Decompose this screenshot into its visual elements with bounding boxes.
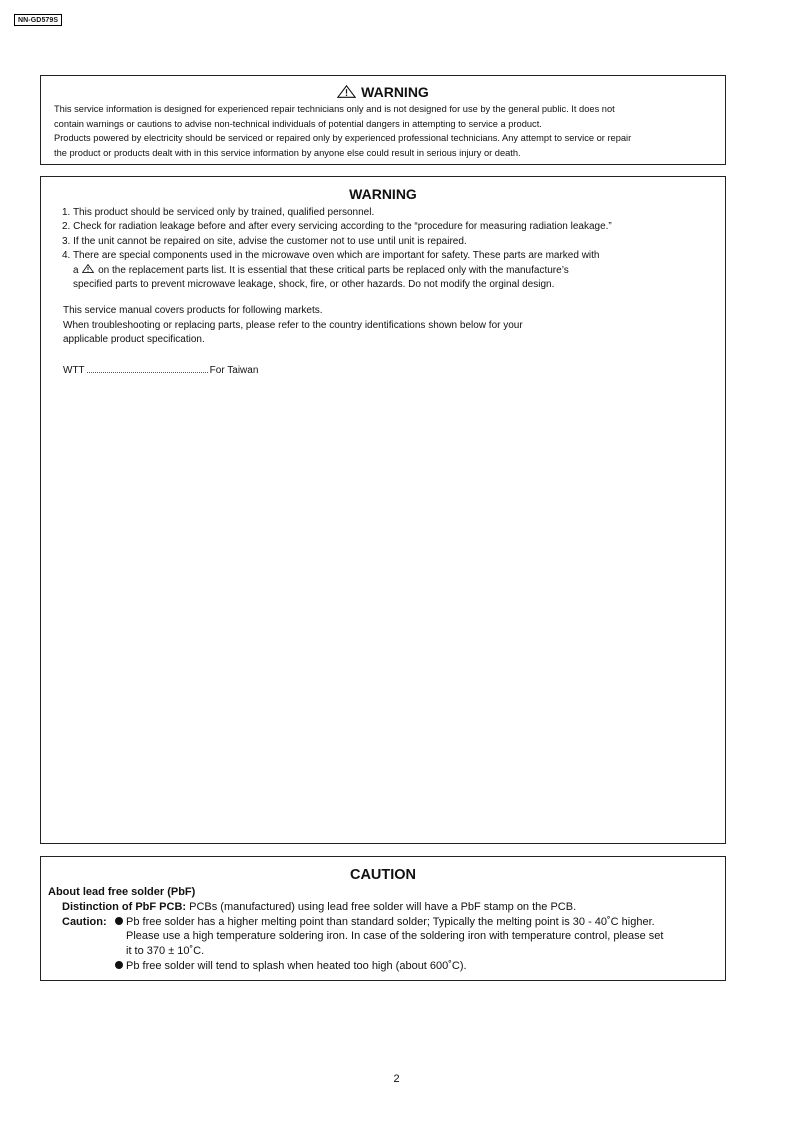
model-number-label: NN-GD579S [14, 14, 62, 26]
bullet-icon [115, 961, 123, 969]
warning-item-4-suffix: on the replacement parts list. It is essential that these critical parts be replaced only with the manufacture’s [98, 264, 569, 276]
markets-line: applicable product specification. [63, 334, 205, 346]
general-warning-title-text: WARNING [361, 84, 429, 100]
bullet-icon [115, 917, 123, 925]
general-warning-line: Products powered by electricity should be serviced or repaired only by experienced professional technicians. Any attempt to service or repair [54, 133, 632, 143]
dot-leader [87, 365, 208, 373]
caution-bullet-1-line: Pb free solder has a higher melting point than standard solder; Typically the melting point is 30 - 40˚C higher. [126, 915, 655, 928]
markets-paragraph [63, 304, 725, 347]
country-identification [63, 364, 725, 378]
warning-item-4-continued [62, 264, 713, 278]
caution-bullet-1-line: Please use a high temperature soldering iron. In case of the soldering iron with temperature control, please set [126, 930, 664, 943]
general-warning-line: This service information is designed for experienced repair technicians only and is not designed for use by the general public. It does not [54, 104, 615, 114]
warning-item-2: 2. Check for radiation leakage before and after every servicing according to the “procedure for measuring radiation leakage.” [62, 221, 612, 233]
service-warning-box [40, 176, 726, 844]
caution-bullet-1-line: it to 370 ± 10˚C. [126, 945, 205, 958]
service-warning-title: WARNING [349, 186, 417, 202]
caution-bullet-1 [115, 915, 725, 930]
country-name: For Taiwan [209, 364, 259, 376]
warning-item-3: 3. If the unit cannot be repaired on site, advise the customer not to use until unit is repaired. [62, 235, 467, 247]
warning-triangle-icon [337, 85, 356, 98]
general-warning-line: the product or products dealt with in this service information by anyone else could result in serious injury or death. [54, 147, 521, 158]
distinction-text: PCBs (manufactured) using lead free solder will have a PbF stamp on the PCB. [189, 900, 577, 913]
caution-row [62, 915, 725, 974]
warning-item-4: 4. There are special components used in the microwave oven which are important for safety. These parts are marked with [62, 250, 600, 262]
warning-item-4-continued-2: specified parts to prevent microwave leakage, shock, fire, or other hazards. Do not modify the orginal design. [73, 279, 555, 291]
distinction-line [62, 900, 725, 915]
caution-title: CAUTION [349, 867, 417, 883]
page-number: 2 [393, 1073, 400, 1085]
distinction-label: Distinction of PbF PCB: [62, 900, 187, 913]
markets-line: This service manual covers products for following markets. [63, 305, 323, 317]
caution-bullet-2 [115, 959, 725, 974]
service-warning-list [62, 206, 713, 292]
warning-item-1: 1. This product should be serviced only by trained, qualified personnel. [62, 207, 375, 218]
markets-line: When troubleshooting or replacing parts, please refer to the country identifications shown below for your [63, 319, 523, 331]
warning-triangle-icon [82, 264, 94, 273]
caution-heading: About lead free solder (PbF) [48, 886, 196, 898]
caution-bullet-2-text: Pb free solder will tend to splash when heated too high (about 600˚C). [126, 959, 467, 972]
caution-box [40, 856, 726, 981]
caution-items [115, 915, 725, 974]
general-warning-box [40, 75, 726, 165]
country-code: WTT [63, 364, 85, 376]
general-warning-text [54, 102, 713, 160]
warning-item-4-prefix: a [73, 264, 79, 276]
caution-label: Caution: [62, 915, 107, 928]
caution-body [41, 885, 725, 974]
general-warning-line: contain warnings or cautions to advise non-technical individuals of potential dangers in attempting to service a product. [54, 118, 542, 129]
general-warning-title [41, 84, 725, 100]
